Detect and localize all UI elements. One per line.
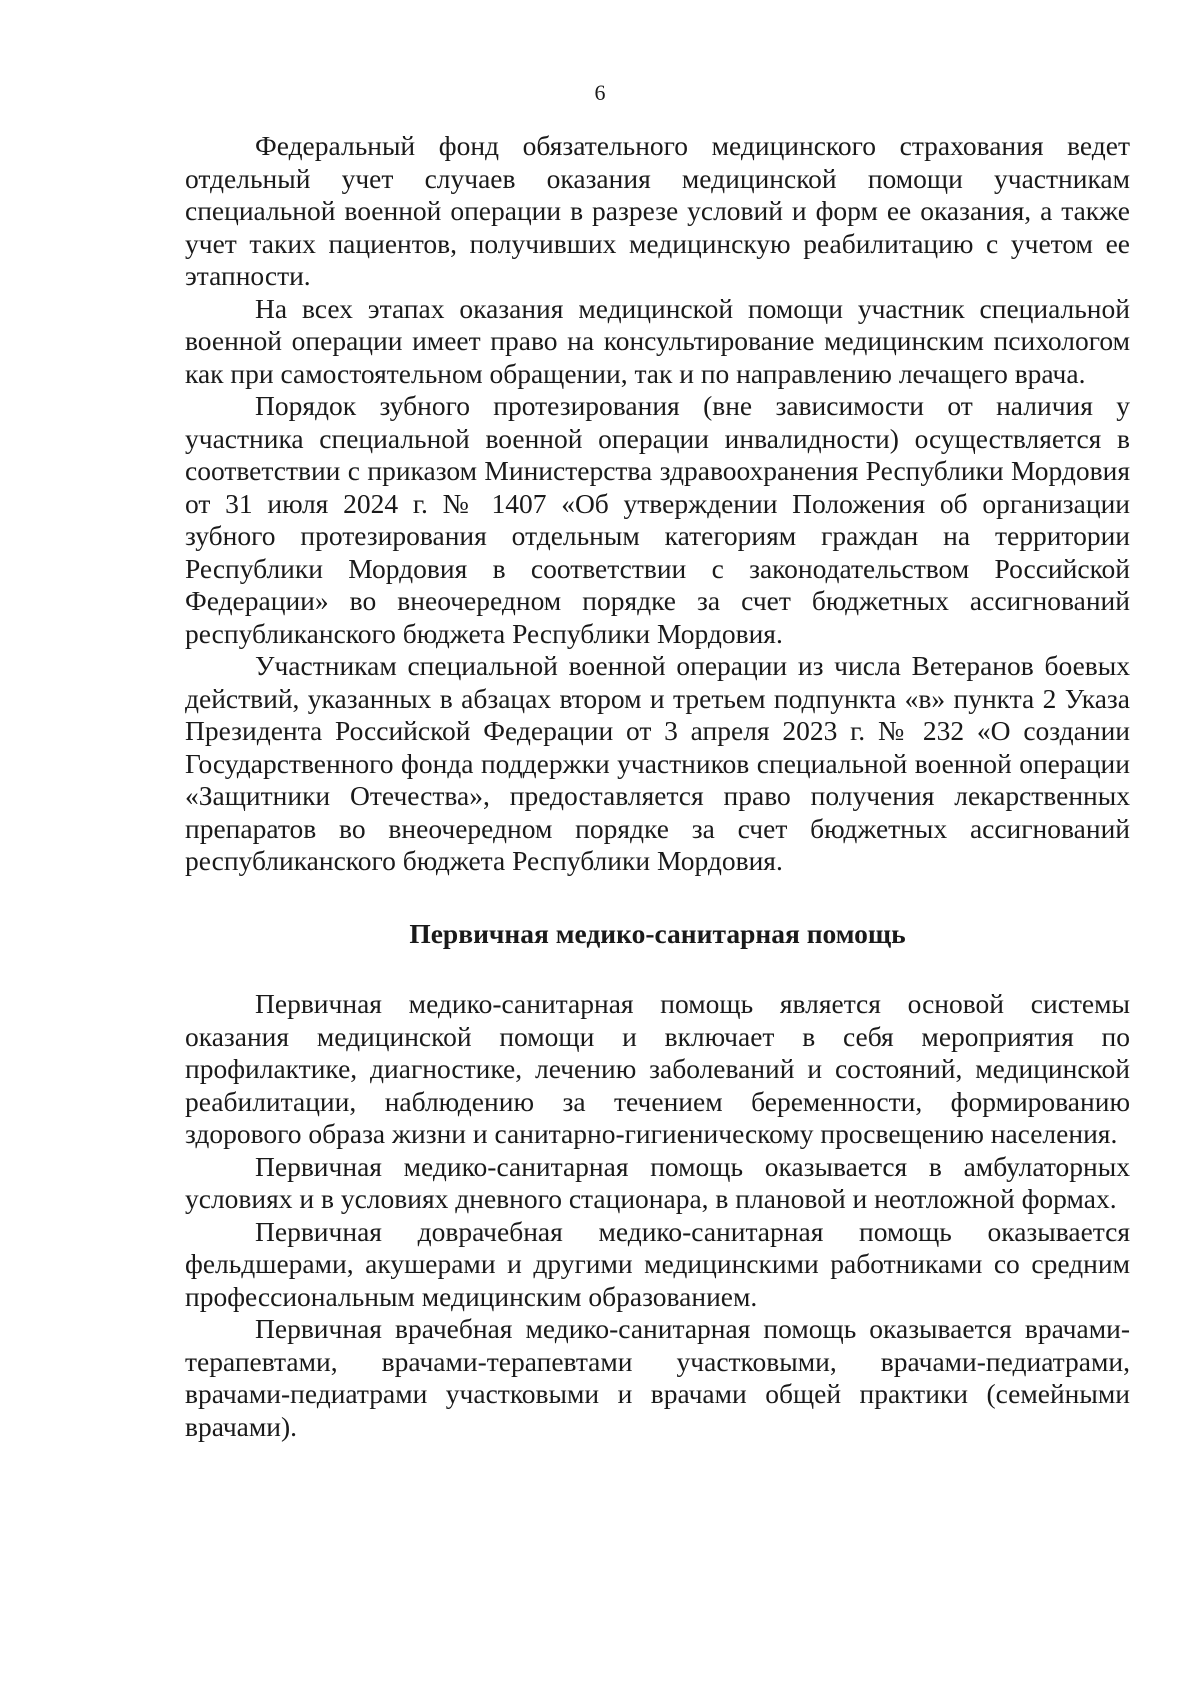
document-body [185, 130, 1130, 1443]
paragraph-primary-care-definition: Первичная медико-санитарная помощь является основой системы оказания медицинской помощи и включает в себя мероприятия по профилактике, диагностике, лечению заболеваний и состояний, медицинской реабилитации, наблюдению за течением беременности, формированию здорового образа жизни и санитарно-гигиеническому просвещению населения. [185, 988, 1130, 1149]
paragraph-dental-prosthetics: Порядок зубного протезирования (вне зависимости от наличия у участника специальной военной операции инвалидности) осуществляется в соответствии с приказом Министерства здравоохранения Республики Мордовия от 31 июля 2024 г. № 1407 «Об утверждении Положения об организации зубного протезирования отдельным категориям граждан на территории Республики Мордовия в соответствии с законодательством Российской Федерации» во внеочередном порядке за счет бюджетных ассигнований республиканского бюджета Республики Мордовия. [185, 390, 1130, 649]
paragraph-medicines-provision: Участникам специальной военной операции из числа Ветеранов боевых действий, указанных в абзацах втором и третьем подпункта «в» пункта 2 Указа Президента Российской Федерации от 3 апреля 2023 г. № 232 «О создании Государственного фонда поддержки участников специальной военной операции «Защитники Отечества», предоставляется право получения лекарственных препаратов во внеочередном порядке за счет бюджетных ассигнований республиканского бюджета Республики Мордовия. [185, 650, 1130, 876]
page-number: 6 [594, 80, 606, 105]
paragraph-primary-care-conditions: Первичная медико-санитарная помощь оказывается в амбулаторных условиях и в условиях дневного стационара, в плановой и неотложной формах. [185, 1150, 1130, 1214]
paragraph-psychologist-consultation: На всех этапах оказания медицинской помощи участник специальной военной операции имеет право на консультирование медицинским психологом как при самостоятельном обращении, так и по направлению лечащего врача. [185, 292, 1130, 389]
paragraph-physician-care: Первичная врачебная медико-санитарная помощь оказывается врачами-терапевтами, врачами-терапевтами участковыми, врачами-педиатрами, врачами-педиатрами участковыми и врачами общей практики (семейными врачами). [185, 1313, 1130, 1442]
paragraph-ffoms-accounting: Федеральный фонд обязательного медицинского страхования ведет отдельный учет случаев оказания медицинской помощи участникам специальной военной операции в разрезе условий и форм ее оказания, а также учет таких пациентов, получивших медицинскую реабилитацию с учетом ее этапности. [185, 130, 1130, 291]
section-heading: Первичная медико-санитарная помощь [409, 917, 906, 949]
paragraph-pre-medical-care: Первичная доврачебная медико-санитарная помощь оказывается фельдшерами, акушерами и другими медицинскими работниками со средним профессиональным медицинским образованием. [185, 1215, 1130, 1312]
